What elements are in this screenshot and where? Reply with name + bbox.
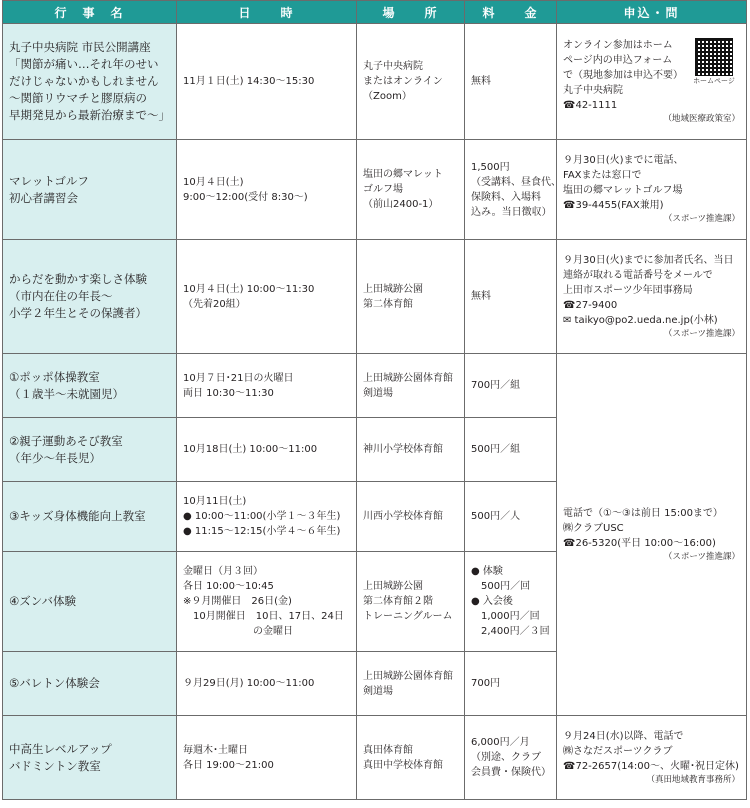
- event-contact: ホームページ オンライン参加はホーム ページ内の申込フォーム で（現地参加は申込不要） 丸子中央病院 ☎42-1111 （地域医療政策室）: [557, 24, 747, 140]
- event-fee: 500円／人: [465, 482, 557, 552]
- event-datetime: ９月29日(月) 10:00～11:00: [177, 652, 357, 716]
- table-header: [3, 1, 747, 24]
- event-datetime: 11月１日(土) 14:30～15:30: [177, 24, 357, 140]
- event-fee: 無料: [465, 24, 557, 140]
- email-link[interactable]: ✉ taikyo@po2.ueda.ne.jp(小林): [563, 314, 718, 326]
- event-place: 上田城跡公園体育館 剣道場: [357, 652, 465, 716]
- header-fee: 料 金: [465, 1, 557, 24]
- event-datetime: 10月18日(土) 10:00～11:00: [177, 418, 357, 482]
- source-office: （スポーツ推進課）: [663, 551, 740, 562]
- table-row: [3, 716, 747, 800]
- event-place: 上田城跡公園 第二体育館: [357, 240, 465, 354]
- event-name: 中高生レベルアップ バドミントン教室: [3, 716, 177, 800]
- event-place: 上田城跡公園体育館 剣道場: [357, 354, 465, 418]
- source-office: （スポーツ推進課）: [663, 214, 740, 224]
- event-contact: ９月30日(火)までに電話、 FAXまたは窓口で 塩田の郷マレットゴルフ場 ☎39-4455(FAX兼用) （スポーツ推進課）: [557, 140, 747, 240]
- header-contact: 申込・問: [557, 1, 747, 24]
- qr-code[interactable]: [688, 38, 740, 86]
- event-place: 神川小学校体育館: [357, 418, 465, 482]
- qr-label: ホームページ: [693, 76, 735, 85]
- event-fee: ● 体験 500円／回 ● 入会後 1,000円／回 2,400円／３回: [465, 552, 557, 652]
- event-name: ②親子運動あそび教室 （年少～年長児）: [3, 418, 177, 482]
- source-office: （真田地域教育事務所）: [646, 774, 740, 785]
- event-place: 丸子中央病院 またはオンライン （Zoom）: [357, 24, 465, 140]
- event-place: 上田城跡公園 第二体育館２階 トレーニングルーム: [357, 552, 465, 652]
- source-office: （スポーツ推進課）: [663, 328, 740, 339]
- event-name: 丸子中央病院 市民公開講座 「関節が痛い…それ年のせい だけじゃないかもしれません ～関節リウマチと膠原病の 早期発見から最新治療まで～」: [3, 24, 177, 140]
- event-datetime: 10月７日･21日の火曜日 両日 10:30～11:30: [177, 354, 357, 418]
- table-row: [3, 240, 747, 354]
- header-event-name: 行 事 名: [3, 1, 177, 24]
- table-row: [3, 24, 747, 140]
- event-fee: 無料: [465, 240, 557, 354]
- qr-code-icon: [695, 38, 733, 76]
- header-datetime: 日 時: [177, 1, 357, 24]
- event-datetime: 10月４日(土) 9:00～12:00(受付 8:30～): [177, 140, 357, 240]
- event-datetime: 10月11日(土) ● 10:00～11:00(小学１～３年生) ● 11:15～12:15(小学４～６年生): [177, 482, 357, 552]
- event-contact: ９月24日(水)以降、電話で ㈱さなだスポーツクラブ ☎72-2657(14:00～、火曜･祝日定休) （真田地域教育事務所）: [557, 716, 747, 800]
- event-datetime: 毎週木･土曜日 各日 19:00～21:00: [177, 716, 357, 800]
- event-fee: 6,000円／月 （別途、クラブ 会員費・保険代）: [465, 716, 557, 800]
- event-datetime: 金曜日（月３回） 各日 10:00～10:45 ※９月開催日 26日(金) 10月開催日 10日、17日、24日 の金曜日: [177, 552, 357, 652]
- event-fee: 700円: [465, 652, 557, 716]
- event-place: 川西小学校体育館: [357, 482, 465, 552]
- event-datetime: 10月４日(土) 10:00～11:30 （先着20組）: [177, 240, 357, 354]
- events-table: [2, 0, 747, 800]
- event-place: 塩田の郷マレット ゴルフ場 （前山2400-1）: [357, 140, 465, 240]
- event-name: マレットゴルフ 初心者講習会: [3, 140, 177, 240]
- event-contact: ９月30日(火)までに参加者氏名、当日 連絡が取れる電話番号をメールで 上田市スポーツ少年団事務局 ☎27-9400 ✉ taikyo@po2.ueda.ne.jp(小林) （スポーツ推進課）: [557, 240, 747, 354]
- table-row: [3, 354, 747, 418]
- event-name: からだを動かす楽しさ体験 （市内在住の年長～ 小学２年生とその保護者）: [3, 240, 177, 354]
- table-row: [3, 140, 747, 240]
- event-name: ①ポッポ体操教室 （１歳半～未就園児）: [3, 354, 177, 418]
- event-fee: 700円／組: [465, 354, 557, 418]
- event-place: 真田体育館 真田中学校体育館: [357, 716, 465, 800]
- header-place: 場 所: [357, 1, 465, 24]
- shared-contact: 電話で（①～③は前日 15:00まで） ㈱クラブUSC ☎26-5320(平日 10:00～16:00) （スポーツ推進課）: [557, 354, 747, 716]
- event-name: ④ズンバ体験: [3, 552, 177, 652]
- source-office: （地域医療政策室）: [663, 113, 740, 124]
- event-fee: 1,500円 （受講料、昼食代、 保険料、入場料 込み。当日徴収）: [465, 140, 557, 240]
- event-name: ⑤バレトン体験会: [3, 652, 177, 716]
- event-name: ③キッズ身体機能向上教室: [3, 482, 177, 552]
- event-fee: 500円／組: [465, 418, 557, 482]
